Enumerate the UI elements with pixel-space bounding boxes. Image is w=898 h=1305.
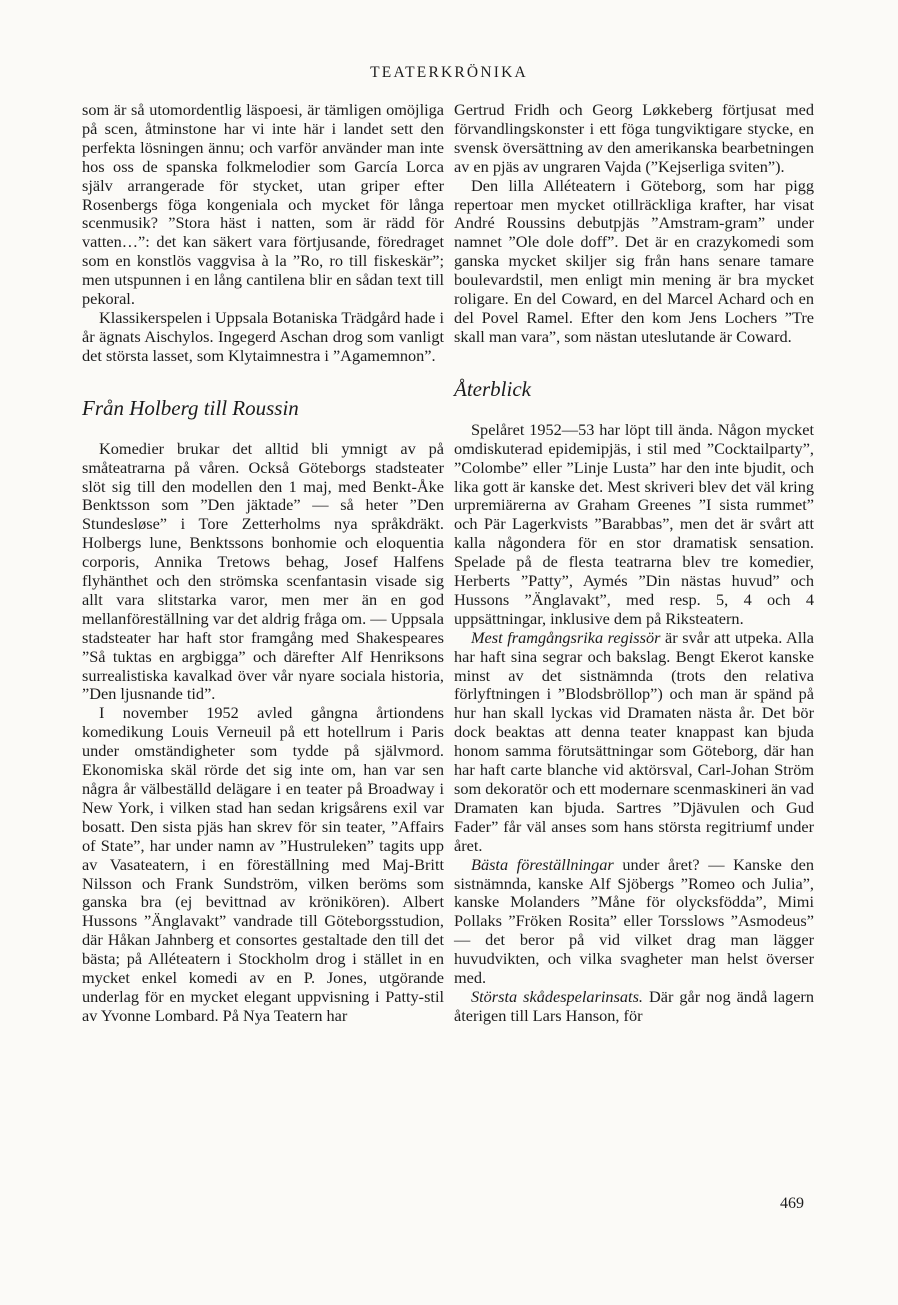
lead-in-regissor: Mest framgångsrika regissör bbox=[471, 627, 661, 647]
running-title: TEATERKRÖNIKA bbox=[370, 64, 528, 81]
left-paragraph-3: Komedier brukar det alltid bli ymnigt av på småteatrarna på våren. Också Göteborgs stadsteater slöt sig till den modellen den 1 maj, med Benkt-Åke Benktsson som ”Den jäktade” — så heter ”Den Stundesløse” i Tore Zetterholms nya språkdräkt. Holbergs lune, Benktssons bonhomie och eloquentia corporis, Annika Tretows behag, Josef Halfens flyhänthet och den strömska scenfantasin visade sig allt vara slitstarka varor, men mer än en god mellanföreställning var det aldrig fråga om. — Uppsala stadsteater har haft stor framgång med Shakespeares ”Så tuktas en argbigga” och därefter Alf Henriksons surrealistiska kavalkad över vår nyare sociala historia, ”Den ljusnande tid”. bbox=[82, 438, 444, 704]
right-paragraph-3: Spelåret 1952—53 har löpt till ända. Någon mycket omdiskuterad epidemipjäs, i stil med ”Cocktailparty”, ”Colombe” eller ”Linje Lusta” har den inte bjudit, och lika gott är kanske det. Mest skriveri blev det väl kring urpremiärerna av Graham Greenes ”I sista rummet” och Pär Lagerkvists ”Barabbas”, men det är svårt att kalla någondera för en stor dramatisk sensation. Spelade på de flesta teatrarna blev tre komedier, Herberts ”Patty”, Aymés ”Din nästas huvud” och Hussons ”Änglavakt”, med resp. 5, 4 och 4 uppsättningar, inklusive dem på Riksteatern. bbox=[454, 419, 814, 628]
section-heading-holberg: Från Holberg till Roussin bbox=[82, 395, 299, 420]
left-paragraph-2: Klassikerspelen i Uppsala Botaniska Trädgård hade i år ägnats Aischylos. Ingegerd Aschan drog som vanligt det största lasset, som Klytaimnestra i ”Agamemnon”. bbox=[82, 307, 444, 365]
left-column bbox=[82, 101, 444, 1026]
right-paragraph-6 bbox=[454, 988, 814, 1026]
right-paragraph-5 bbox=[454, 856, 814, 988]
lead-in-forestallningar: Bästa föreställningar bbox=[471, 854, 614, 874]
right-paragraph-1: Gertrud Fridh och Georg Løkkeberg förtjusat med förvandlingskonster i ett föga tungviktigare stycke, en svensk översättning av den amerikanska bearbetningen av en pjäs av ungraren Vajda (”Kejserliga sviten”). bbox=[454, 100, 814, 176]
page-number: 469 bbox=[780, 1195, 804, 1212]
right-column bbox=[454, 101, 814, 1026]
right-paragraph-5-text: under året? — Kanske den sistnämnda, kanske Alf Sjöbergs ”Romeo och Julia”, kanske Molanders ”Måne för olycksfödda”, Mimi Pollaks ”Fröken Rosita” eller Torsslows ”Asmodeus” — det beror på vid vilket drag man lägger huvudvikten, och vilka svagheter man helst överser med. bbox=[454, 854, 814, 988]
right-paragraph-2: Den lilla Alléteatern i Göteborg, som har pigg repertoar men mycket otillräckliga krafter, har visat André Roussins debutpjäs ”Amstram-gram” under namnet ”Ole dole doff”. Det är en crazykomedi som ganska mycket skiljer sig från hans senare tamare boulevardstil, men enligt min mening är bra mycket roligare. En del Coward, en del Marcel Achard och en del Povel Ramel. Efter den kom Jens Lochers ”Tre skall man vara”, som nästan uteslutande är Coward. bbox=[454, 175, 814, 346]
left-paragraph-1: som är så utomordentlig läspoesi, är tämligen omöjliga på scen, åtminstone har vi inte här i landet sett den perfekta lösningen ännu; och varför använder man inte hos oss de spanska folkmelodier som García Lorca själv arrangerade för stycket, utan griper efter Rosenbergs föga kongeniala och mycket för långa scenmusik? ”Stora häst i natten, som är rädd för vatten…”: det kan säkert vara förtjusande, föredraget som en konstlös vaggvisa à la ”Ro, ro till fiskeskär”; men utspunnen i en lång cantilena blir en sådan text till pekoral. bbox=[82, 100, 444, 309]
right-paragraph-4 bbox=[454, 629, 814, 856]
section-heading-aterblick: Återblick bbox=[454, 376, 531, 401]
right-paragraph-4-text: är svår att utpeka. Alla har haft sina segrar och bakslag. Bengt Ekerot kanske minst av det sistnämnda (trots den relativa förlyftningen i ”Blodsbröllop”) och man är spänd på hur han skall lyckas vid Dramaten nästa år. Det bör dock beaktas att denna teater knappast kan bjuda honom samma förutsättningar som Göteborg, där han har haft carte blanche vid aktörsval, Carl-Johan Ström som dekoratör och ett modernare scenmaskineri än vad Dramaten kan bjuda. Sartres ”Djävulen och Gud Fader” får väl anses som hans största regitriumf under året. bbox=[454, 627, 815, 855]
lead-in-skadespelarinsats: Största skådespelarinsats. bbox=[471, 986, 643, 1006]
right-paragraph-6-text: Där går nog ändå lagern återigen till Lars Hanson, för bbox=[454, 986, 814, 1025]
left-paragraph-4: I november 1952 avled gångna årtiondens komedikung Louis Verneuil på ett hotellrum i Paris under omständigheter som tydde på självmord. Ekonomiska skäl rörde det sig inte om, han var sen några år välbeställd delägare i en teater på Broadway i New York, i vilken stad han sedan krigsårens exil var bosatt. Den sista pjäs han skrev för sin teater, ”Affairs of State”, har under namn av ”Hustruleken” tagits upp av Vasateatern, i en föreställning med Maj-Britt Nilsson och Frank Sundström, vilken beröms som ganska bra (ej bevittnad av krönikören). Albert Hussons ”Änglavakt” vandrade till Göteborgsstudion, där Håkan Jahnberg et consortes gestaltade den till det bästa; på Alléteatern i Stockholm drog i stället in en mycket enkel komedi av en P. Jones, utgörande underlag för en mycket elegant uppvisning i Patty-stil av Yvonne Lombard. På Nya Teatern har bbox=[82, 703, 444, 1025]
